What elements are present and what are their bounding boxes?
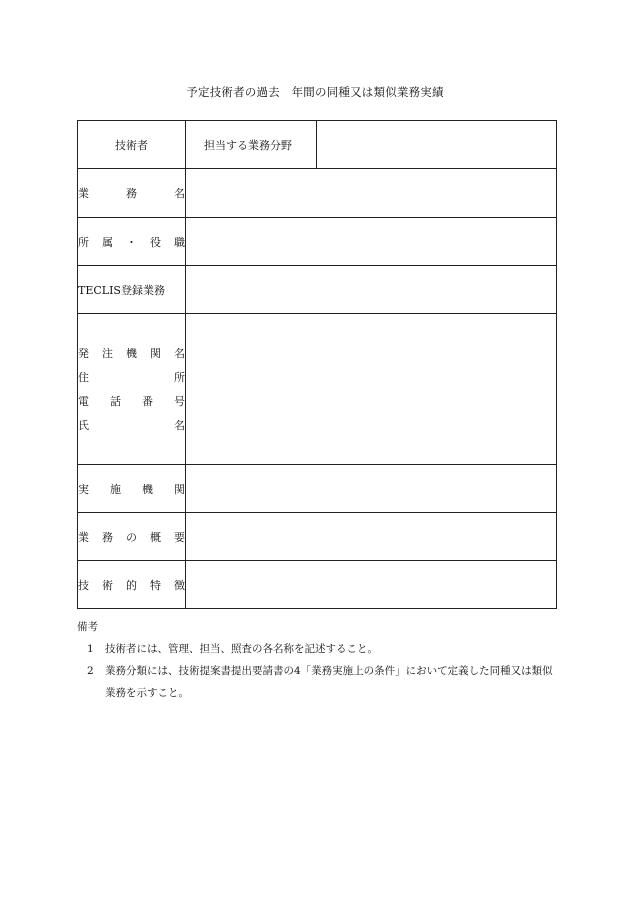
label-char: 関 (174, 482, 185, 496)
label-char: 機 (126, 347, 137, 360)
header-row (78, 121, 557, 169)
affiliation-label (78, 218, 186, 266)
business-name-value[interactable] (186, 169, 557, 218)
overview-value[interactable] (186, 513, 557, 561)
label-char: 機 (142, 482, 153, 496)
affiliation-value[interactable] (186, 218, 557, 266)
tech-features-value[interactable] (186, 561, 557, 609)
orderer-row (78, 314, 557, 465)
notes-section (77, 616, 556, 704)
tech-features-row (78, 561, 557, 609)
orderer-label (78, 314, 186, 465)
label-char: 務 (102, 530, 113, 544)
label-char: 住 (78, 371, 89, 384)
field-label: 担当する業務分野 (186, 121, 317, 169)
overview-label (78, 513, 186, 561)
note-item (77, 638, 556, 660)
business-name-label (78, 169, 186, 218)
label-char: 注 (102, 347, 113, 360)
label-char: 職 (174, 235, 185, 249)
label-char: 業 (78, 187, 89, 200)
label-char: 的 (126, 578, 137, 592)
implementing-org-value[interactable] (186, 465, 557, 513)
orderer-value[interactable] (186, 314, 557, 465)
note-text: 業務分類には、技術提案書提出要請書の4「業務実施上の条件」において定義した同種又は類似業務を示すこと。 (105, 665, 553, 699)
label-char: の (126, 530, 137, 544)
notes-heading: 備考 (77, 621, 98, 633)
teclis-value[interactable] (186, 266, 557, 314)
label-char: 役 (150, 235, 161, 249)
label-char: 技 (78, 578, 89, 592)
label-char: 概 (150, 530, 161, 544)
label-char: 発 (78, 347, 89, 360)
business-name-row (78, 169, 557, 218)
field-value-cell[interactable] (317, 121, 557, 169)
note-number: 1 (87, 643, 94, 655)
label-char: 徴 (174, 578, 185, 592)
label-char: 名 (174, 187, 185, 200)
label-char: 術 (102, 578, 113, 592)
teclis-row (78, 266, 557, 314)
engineer-label: 技術者 (78, 121, 186, 169)
label-char: 所 (78, 235, 89, 249)
label-char: 属 (102, 235, 113, 249)
label-char: 業 (78, 530, 89, 544)
label-char: 特 (150, 578, 161, 592)
overview-row (78, 513, 557, 561)
label-char: 所 (174, 371, 185, 384)
label-char: 号 (174, 395, 185, 408)
page-title: 予定技術者の過去 年間の同種又は類似業務実績 (186, 85, 444, 99)
label-char: 施 (110, 482, 121, 496)
label-char: 番 (142, 395, 153, 408)
label-char: 名 (174, 419, 185, 432)
label-char: 要 (174, 530, 185, 544)
label-char: 話 (110, 395, 121, 408)
implementing-org-label (78, 465, 186, 513)
experience-form-table (77, 120, 557, 609)
label-char: ・ (126, 235, 137, 249)
label-char: 電 (78, 395, 89, 408)
label-char: 氏 (78, 419, 89, 432)
label-char: 名 (174, 347, 185, 360)
teclis-label: TECLIS登録業務 (78, 266, 186, 314)
affiliation-row (78, 218, 557, 266)
note-number: 2 (87, 665, 94, 677)
note-text: 技術者には、管理、担当、照査の各名称を記述すること。 (105, 643, 378, 655)
label-char: 務 (126, 187, 137, 200)
note-item (77, 660, 556, 704)
tech-features-label (78, 561, 186, 609)
implementing-org-row (78, 465, 557, 513)
label-char: 実 (78, 482, 89, 496)
label-char: 関 (150, 347, 161, 360)
